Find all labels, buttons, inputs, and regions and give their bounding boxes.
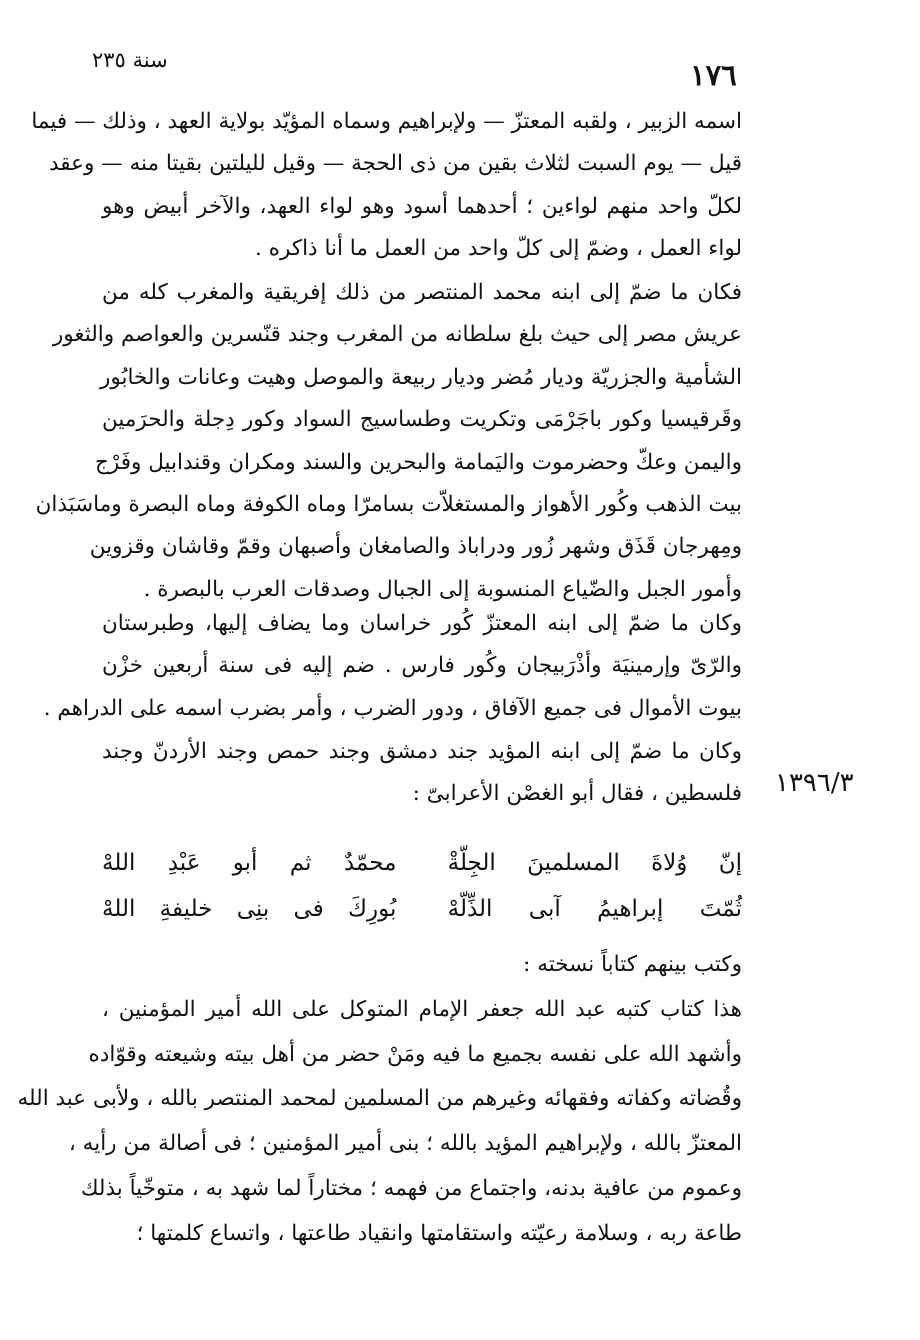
- text-line: فلسطين ، فقال أبو الغصْن الأعرابىّ :: [412, 781, 742, 807]
- paragraph-2: [35, 272, 742, 611]
- text-line: واليمن وعكّ وحضرموت واليَمامة والبحرين والسند ومكران وقندابيل وفَرْج: [95, 449, 742, 475]
- text-line: ومِهرجان قَذَق وشهر زُور ودراباذ والصامغان وأصبهان وقمّ وقاشان وقزوين: [89, 534, 742, 560]
- poem-hemistich-first: إنّ وُلاةَ المسلمينَ الجِلّةْ: [447, 850, 742, 876]
- text-line: عريش مصر إلى حيث بلغ سلطانه من المغرب وجند قنّسرين والعواصم والثغور: [52, 322, 742, 348]
- poem-verse: [102, 840, 742, 886]
- text-line: وأمور الجبل والضّياع المنسوبة إلى الجبال وصدقات العرب بالبصرة .: [143, 576, 742, 602]
- poem-hemistich-second: بُورِكَ فى بنِى خليفةِ اللهْ: [102, 896, 397, 922]
- text-line: وكان ما ضمّ إلى ابنه المعتزّ كُور خراسان وما يضاف إليها، وطبرستان: [102, 611, 742, 636]
- text-line: طاعة ربه ، وسلامة رعيّته واستقامتها وانقياد طاعتها ، واتساع كلمتها ؛: [136, 1220, 742, 1246]
- text-line: وقَرقيسيا وكور باجَرْمَى وتكريت وطساسيج السواد وكور دِجلة والحرَمين: [102, 407, 742, 433]
- text-line: قيل — يوم السبت لثلاث بقين من ذى الحجة — وقيل لليلتين بقيتا منه — وعقد: [48, 151, 742, 177]
- poem-hemistich-second: محمّدٌ ثم أبو عَبْدِ اللهْ: [102, 850, 397, 876]
- text-line: وقُضاته وكفاته وفقهائه وغيرهم من المسلمين لمحمد المنتصر بالله ، ولأبى عبد الله: [17, 1086, 742, 1112]
- text-line: بيت الذهب وكُور الأهواز والمستغلاّت بسامرّا وماه الكوفة وماه البصرة وماسَبَذان: [35, 491, 742, 517]
- text-line: هذا كتاب كتبه عبد الله جعفر الإمام المتوكل على الله أمير المؤمنين ،: [102, 996, 742, 1022]
- text-line: وعموم من عافية بدنه، واجتماع من فهمه ؛ مختاراً لما شهد به ، متوخّياً بذلك: [80, 1175, 742, 1201]
- text-line: الشأمية والجزريّة وديار مُضر وديار ربيعة والموصل وهيت وعانات والخابُور: [99, 364, 742, 390]
- paragraph-3: [43, 603, 742, 730]
- text-line: لواء العمل ، وضمّ إلى كلّ واحد من العمل ما أنا ذاكره .: [255, 236, 742, 262]
- text-line: فكان ما ضمّ إلى ابنه محمد المنتصر من ذلك إفريقية والمغرب كله من: [102, 280, 742, 305]
- margin-reference: ١٣٩٦/٣: [775, 768, 854, 798]
- paragraph-5: [17, 943, 742, 1257]
- poem-hemistich-first: ثُمّتَ إبراهيمُ آبى الذِّلّهْ: [447, 896, 742, 922]
- text-line: بيوت الأموال فى جميع الآفاق ، ودور الضرب ، وأمر بضرب اسمه على الدراهم .: [43, 695, 742, 721]
- text-line: لكلّ واحد منهم لواءين ؛ أحدهما أسود وهو لواء العهد، والآخر أبيض وهو: [102, 193, 742, 219]
- paragraph-1: [31, 101, 742, 271]
- poem: [102, 840, 742, 932]
- running-header-year: سنة ٢٣٥: [92, 48, 168, 72]
- text-line: اسمه الزبير ، ولقبه المعتزّ — ولإبراهيم وسماه المؤيّد بولاية العهد ، وذلك — فيما: [31, 109, 742, 134]
- text-line: وكتب بينهم كتاباً نسخته :: [523, 952, 742, 977]
- paragraph-4: [102, 731, 742, 816]
- page-number: ١٧٦: [690, 58, 737, 92]
- text-line: المعتزّ بالله ، ولإبراهيم المؤيد بالله ؛ بنى أمير المؤمنين ؛ فى أصالة من رأيه ،: [68, 1131, 742, 1157]
- text-line: والرّىّ وإرمينيَة وأذْرَبيجان وكُور فارس . ضم إليه فى سنة أربعين خزْن: [102, 653, 742, 679]
- poem-verse: [102, 886, 742, 932]
- text-line: وكان ما ضمّ إلى ابنه المؤيد جند دمشق وجند حمص وجند الأردنّ وجند: [102, 739, 742, 764]
- text-line: وأشهد الله على نفسه بجميع ما فيه ومَنْ حضر من أهل بيته وشيعته وقوّاده: [88, 1041, 742, 1067]
